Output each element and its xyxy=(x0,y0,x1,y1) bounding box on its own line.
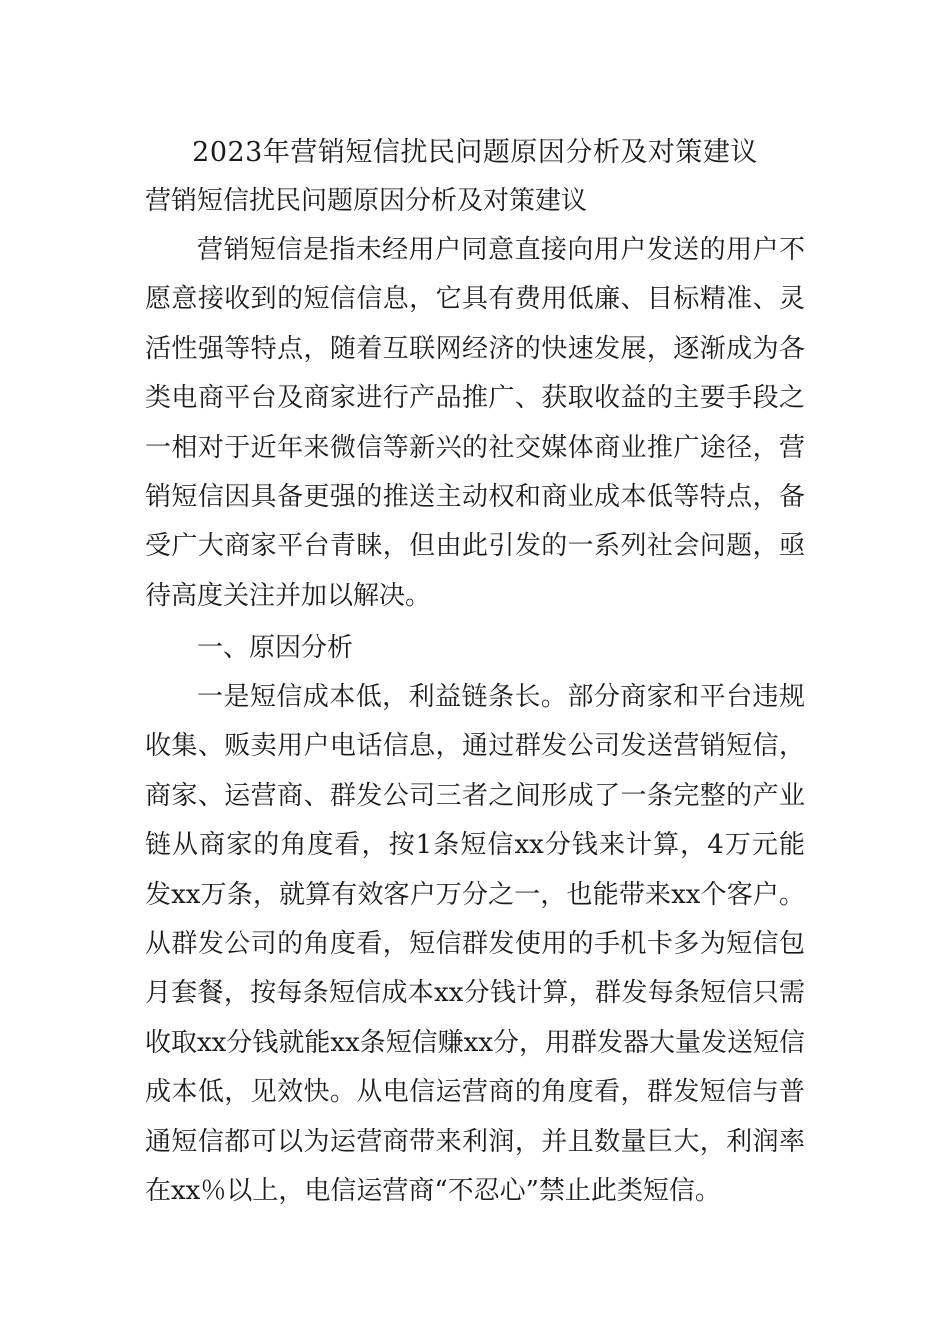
document-subtitle: 营销短信扰民问题原因分析及对策建议 xyxy=(145,186,588,216)
document-title: 2023年营销短信扰民问题原因分析及对策建议 xyxy=(192,137,758,168)
section-heading-cause-analysis: 一、原因分析 xyxy=(197,633,354,663)
paragraph-low-cost: 一是短信成本低，利益链条长。部分商家和平台违规收集、贩卖用户电话信息，通过群发公司发送营销短信，商家、运营商、群发公司三者之间形成了一条完整的产业链从商家的角度看，按1条短信xx分钱来计算，4万元能发xx万条，就算有效客户万分之一，也能带来xx个客户。从群发公司的角度看，短信群发使用的手机卡多为短信包月套餐，按每条短信成本xx分钱计算，群发每条短信只需收取xx分钱就能xx条短信赚xx分，用群发器大量发送短信成本低，见效快。从电信运营商的角度看，群发短信与普通短信都可以为运营商带来利润，并且数量巨大，利润率在xx％以上，电信运营商“不忍心”禁止此类短信。 xyxy=(145,682,805,1207)
paragraph-intro: 营销短信是指未经用户同意直接向用户发送的用户不愿意接收到的短信信息，它具有费用低廉、目标精准、灵活性强等特点，随着互联网经济的快速发展，逐渐成为各类电商平台及商家进行产品推广、获取收益的主要手段之一相对于近年来微信等新兴的社交媒体商业推广途径，营销短信因具备更强的推送主动权和商业成本低等特点，备受广大商家平台青睐，但由此引发的一系列社会问题，亟待高度关注并加以解决。 xyxy=(145,235,805,611)
